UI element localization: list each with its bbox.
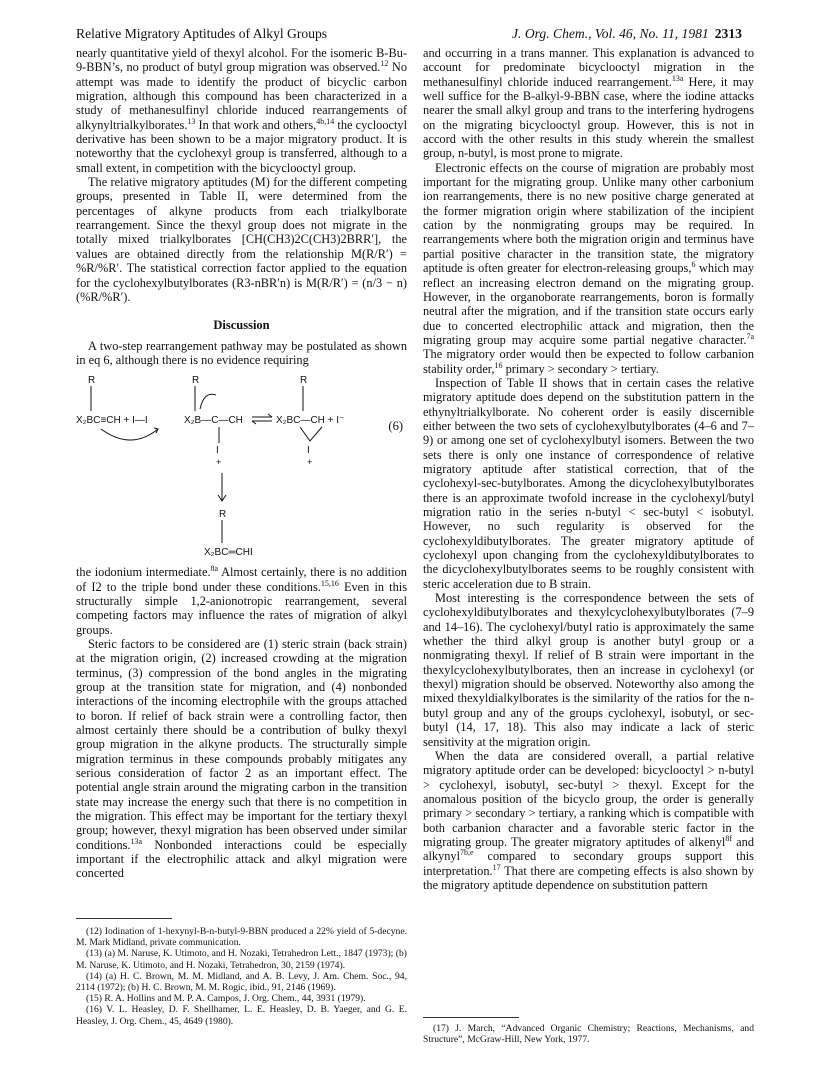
iodonium-molecule: X₂BC—CH + I⁻ xyxy=(276,415,345,427)
paragraph: the iodonium intermediate.$^{8a}$ Almost certainly, there is no addition of I2 to the triple bond under these conditions.$^{15,16}$ Even in this structurally simple 1,2-anionotropic rearrangement, several competing factors may influence the rates of migration of alkyl groups. xyxy=(76,564,407,637)
journal-citation: J. Org. Chem., Vol. 46, No. 11, 1981 xyxy=(512,26,709,41)
footnote-rule xyxy=(423,1017,519,1018)
intermediate-molecule: X₂B—C—CH xyxy=(184,415,243,427)
i-label: I xyxy=(307,445,310,457)
left-column xyxy=(76,46,407,881)
paragraph: Steric factors to be considered are (1) steric strain (back strain) at the migration origin, (2) increased crowding at the migration terminus, (3) compression of the bond angles in the migrating group at the transition state for migration, and (4) nonbonded interactions of the incoming electrophile with the groups attached to boron. If relief of back strain were a controlling factor, then almost certainly there should be a contribution of bulky thexyl group migration in the alkyne products. The structurally simple migration terminus in these compounds probably mitigates any serious consideration of factor 2 as an important effect. The potential angle strain around the migrating carbon in the transition state may increase the energy such that there is no competition in the migration. This effect may be important for the tertiary thexyl group; however, thexyl migration has been observed under similar conditions.$^{13a}$ Nonbonded interactions could be especially important if the electrophilic attack and alkyl migration were concerted xyxy=(76,636,407,881)
running-header-title: Relative Migratory Aptitudes of Alkyl Groups xyxy=(76,26,328,41)
r-label: R xyxy=(192,375,200,387)
section-heading: Discussion xyxy=(213,318,270,333)
footnote: (12) Iodination of 1-hexynyl-B-n-butyl-9-BBN produced a 22% yield of 5-decyne. M. Mark Midland, private communication. xyxy=(76,926,407,949)
paragraph: When the data are considered overall, a partial relative migratory aptitude order can be developed: bicyclooctyl > n-butyl > cyclohexyl, isobutyl, sec-butyl > thexyl. Except for the anomalous position of the bicyclo group, the order is generally primary > secondary > tertiary, a ranking which is compatible with both carbanion character and a favorable steric factor in the migrating group. The greater migratory aptitudes of alkenyl$^{8f}$ and alkynyl$^{7b,e}$ compared to secondary groups support this interpretation.$^{17}$ That there are competing effects is also shown by the migratory aptitude dependence on substitution pattern xyxy=(423,748,754,892)
i-label: I xyxy=(216,445,219,457)
page-number: 2313 xyxy=(714,26,742,41)
reaction-scheme xyxy=(76,373,407,559)
paragraph: A two-step rearrangement pathway may be postulated as shown in eq 6, although there is no evidence requiring xyxy=(76,338,407,367)
paragraph: Most interesting is the correspondence between the sets of cyclohexyldibutylborates and thexylcyclohexylbutylborates (7–9 and 14–16). The cyclohexyl/butyl ratio is approximately the same whether the third alkyl group is another butyl group or a nonmigrating thexyl. If relief of B strain were important in the thexylcyclohexylbutylborates, then an increase in cyclohexyl (or thexyl) migration should be observed. Noteworthy also among the mixed thexyldialkylborates is the similarity of the ratios for the n-butyl group and any of the groups cyclohexyl, isobutyl, or sec-butyl (14, 17, 18). This also may indicate a lack of steric sensitivity at the migration origin. xyxy=(423,591,754,749)
footnotes-left xyxy=(76,926,407,1027)
plus-mark: + xyxy=(216,457,222,468)
reaction-scheme-drawing xyxy=(76,373,396,559)
footnotes-right xyxy=(423,1023,754,1045)
paragraph: Inspection of Table II shows that in certain cases the relative migratory aptitude does depend on the substitution pattern in the ethynyltrialkylborate. No coherent order is easily discernible either between the two sets of cyclohexylbutylborates (4–6 and 7–9) or among one set of cyclohexylbutyl isomers. Between the two sets there is only one instance of correspondence of relative migratory aptitude after statistical correction, that of the cyclohexyl-sec-butylborates. Among the dicyclohexylbutylborates there is an approximate twofold increase in the cyclohexyl/butyl migration ratio in the series n-butyl < sec-butyl < isobutyl. However, no such regularity is observed for the cyclohexyldibutylborates. The greater migratory aptitude of cyclohexyl upon changing from the cyclohexyldibutylborates to the dicyclohexylbutylborates seems to be roughly consistent with steric acceleration due to B strain. xyxy=(423,375,754,591)
footnote: (14) (a) H. C. Brown, M. M. Midland, and A. B. Levy, J. Am. Chem. Soc., 94, 2114 (1972); (b) H. C. Brown, M. M. Rogic, ibid., 91, 2146 (1969). xyxy=(76,970,407,994)
footnote: (13) (a) M. Naruse, K. Utimoto, and H. Nozaki, Tetrahedron Lett., 1847 (1973); (b) M. Naruse, K. Utimoto, and H. Nozaki, Tetrahedron, 30, 2159 (1974). xyxy=(76,948,407,971)
product-molecule: X₂BC═CHI xyxy=(204,547,253,559)
plus-mark: + xyxy=(307,457,313,468)
paragraph: and occurring in a trans manner. This explanation is advanced to account for predominate bicyclooctyl migration in the methanesulfinyl chloride induced rearrangement.$^{13a}$ Here, it may well suffice for the B-alkyl-9-BBN case, where the iodine attacks nearer the small alkyl group and trans to the interfering hydrogens on the migrating bicyclooctyl group. However, this is not in accord with the other results in this study wherein the smallest group, n-butyl, is most prone to migrate. xyxy=(423,46,754,161)
right-column xyxy=(423,46,754,892)
paragraph: nearly quantitative yield of thexyl alcohol. For the isomeric B-Bu-9-BBN’s, no product of butyl group migration was observed.$^{12}$ No attempt was made to identify the product of bicyclic carbon migration, although this compound has been characterized in a study of methanesulfinyl chloride induced rearrangements of alkynyltrialkylborates.$^{13}$ In that work and others,$^{4b,14}$ the cyclooctyl derivative has been shown to be a major migratory product. It is noteworthy that the cyclohexyl group is transferred, although to a small extent, in competition with the bicyclooctyl group. xyxy=(76,46,407,175)
r-label: R xyxy=(300,375,308,387)
running-header-journal xyxy=(512,26,742,42)
r-label: R xyxy=(88,375,96,387)
footnote: (17) J. March, “Advanced Organic Chemistry; Reactions, Mechanisms, and Structure”, McGraw-Hill, New York, 1977. xyxy=(423,1023,754,1046)
equation-number: (6) xyxy=(388,419,403,434)
start-molecule: X₂BC≡CH + I—I xyxy=(76,415,148,427)
footnote-rule xyxy=(76,918,172,919)
paragraph: Electronic effects on the course of migration are probably most important for the migrating group. Unlike many other carbonium ion rearrangements, there is no new positive charge generated at the former migration origin where stabilization of the incipient cation by the nonmigrating groups may be required. In rearrangements where both the migration origin and terminus have partial positive character in the transition state, the migratory aptitude is often greater for electron-releasing groups,$^6$ which may reflect an increasing electron demand on the migrating group. However, in the organoborate rearrangements, boron is formally neutral after the migration, and if the transition state occurs early due to concerted electrophilic attack and migration, then the migrating group may acquire some partial negative character.$^{7a}$ The migratory order would then be expected to follow carbanion stability order,$^{16}$ primary > secondary > tertiary. xyxy=(423,160,754,376)
footnote: (16) V. L. Heasley, D. F. Shellhamer, L. E. Heasley, D. B. Yaeger, and G. E. Heasley, J. Org. Chem., 45, 4649 (1980). xyxy=(76,1004,407,1027)
r-label: R xyxy=(219,509,227,521)
footnote: (15) R. A. Hollins and M. P. A. Campos, J. Org. Chem., 44, 3931 (1979). xyxy=(86,993,366,1005)
paragraph: The relative migratory aptitudes (M) for the different competing groups, presented in Table II, were determined from the percentages of alkyne products from each trialkylborate rearrangement. Since the thexyl group does not migrate in the totally mixed trialkylborates [CH(CH3)2C(CH3)2BRR′], the values are obtained directly from the relationship M(R/R′) = %R/%R′. The statistical correction factor applied to the equation for the cyclohexylbutylborates (R3-nBR′n) is M(R/R′) = (n/3 − n)(%R/%R′). xyxy=(76,175,407,304)
